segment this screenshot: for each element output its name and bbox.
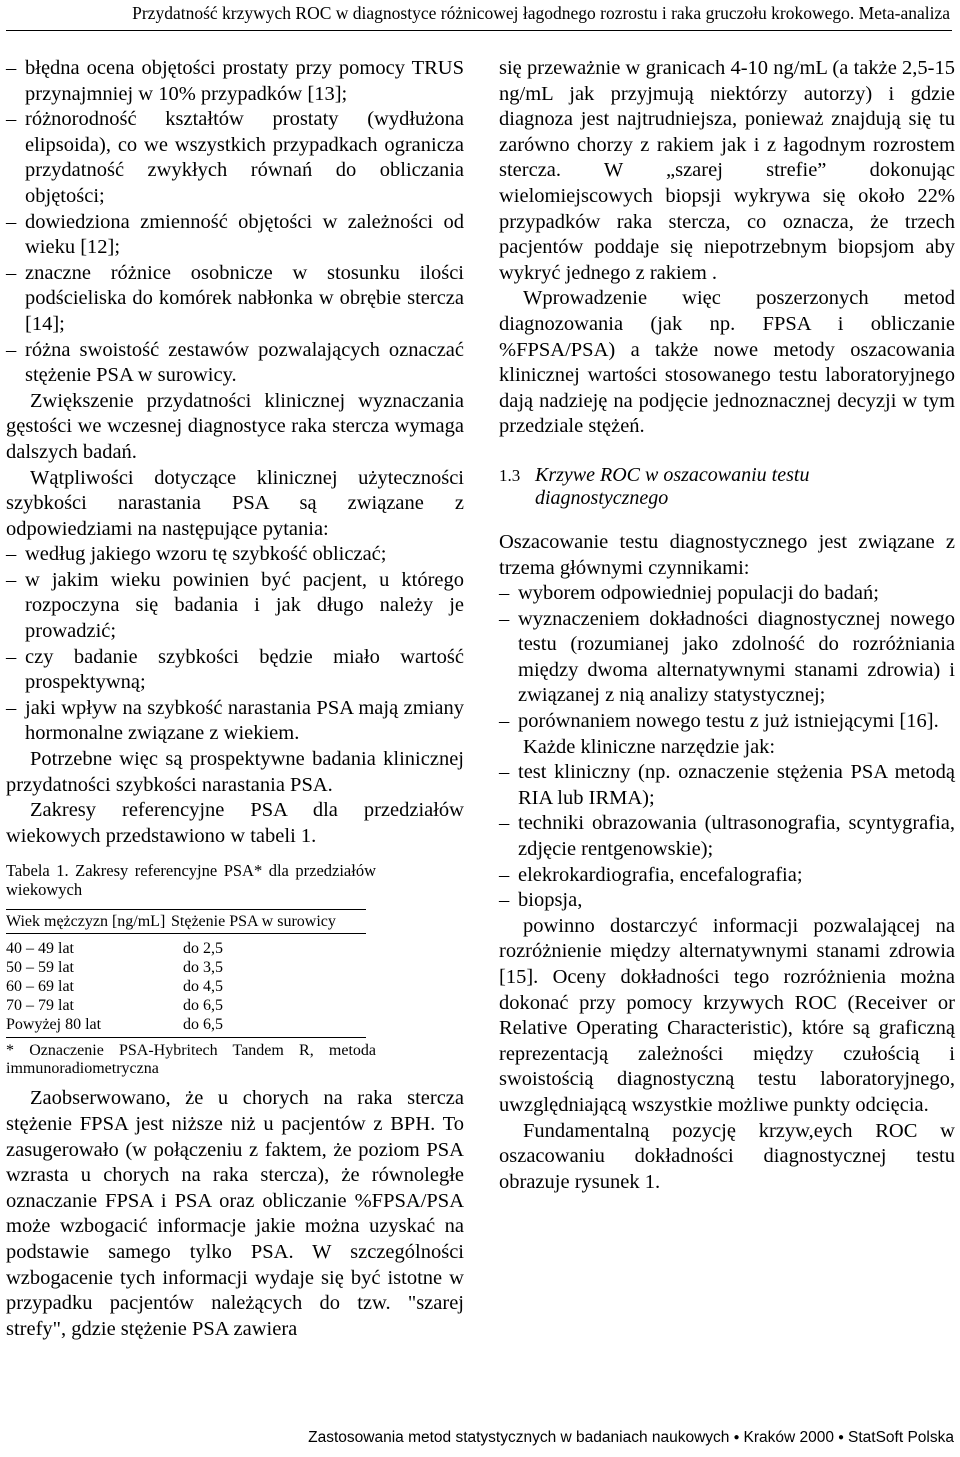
list-item: – znaczne różnice osobnicze w stosunku ilości podścieliska do komórek nabłonka w obrębie stercza [14];	[6, 261, 464, 338]
psa-cell: do 3,5	[183, 959, 223, 977]
psa-cell: do 2,5	[183, 940, 223, 958]
table-row	[6, 958, 366, 977]
paragraph: Wątpliwości dotyczące klinicznej użyteczności szybkości narastania PSA są związane z odpowiedziami na następujące pytania:	[6, 466, 464, 540]
section-number: 1.3	[499, 465, 521, 485]
table-row	[6, 977, 366, 996]
paragraph: Zaobserwowano, że u chorych na raka stercza stężenie FPSA jest niższe niż u pacjentów z BPH. To zasugerowało (w połączeniu z faktem, że poziom PSA wzrasta u chorych na raka stercza), że równoległe oznaczanie FPSA i PSA oraz obliczanie %FPSA/PSA może wzbogacić informacje jakie można uzyskać na podstawie samego tylko PSA. W szczególności wzbogacenie tych informacji wydaje się być istotne w przypadku pacjentów należących do tzw. "szarej strefy", gdzie stężenie PSA zawiera	[6, 1087, 464, 1340]
list-item: – błędna ocena objętości prostaty przy pomocy TRUS przynajmniej w 10% przypadków [13];	[6, 56, 464, 107]
list-item: – biopsja,	[499, 888, 955, 914]
psa-cell: do 4,5	[183, 978, 223, 996]
age-cell: Powyżej 80 lat	[6, 1015, 171, 1038]
list-item: – jaki wpływ na szybkość narastania PSA mają zmiany hormonalne związane z wiekiem.	[6, 696, 464, 747]
age-cell: 40 – 49 lat	[6, 940, 74, 958]
age-cell: 50 – 59 lat	[6, 959, 74, 977]
list-item: – różna swoistość zestawów pozwalających oznaczać stężenie PSA w surowicy.	[6, 338, 464, 389]
list-item: – według jakiego wzoru tę szybkość obliczać;	[6, 542, 464, 568]
running-header: Przydatność krzywych ROC w diagnostyce różnicowej łagodnego rozrostu i raka gruczołu krokowego. Meta-analiza	[132, 3, 950, 23]
paragraph: Wprowadzenie więc poszerzonych metod diagnozowania (jak np. FPSA i obliczanie %FPSA/PSA) a także nowe metody oszacowania klinicznej wartości stosowanego testu laboratoryjnego dają nadzieję na podjęcie jednoznacznej decyzji w tym przedziale stężeń.	[499, 287, 955, 438]
tools-list	[499, 760, 955, 914]
list-item: – wyborem odpowiedniej populacji do badań;	[499, 581, 955, 607]
psa-cell: do 6,5	[183, 997, 223, 1015]
footer-conference: Zastosowania metod statystycznych w badaniach naukowych	[308, 1429, 730, 1446]
list-item: – różnorodność kształtów prostaty (wydłużona elipsoida), co we wszystkich przypadkach ogranicza przydatność zwykłych równań do obliczania objętości;	[6, 107, 464, 209]
table-caption: Tabela 1. Zakresy referencyjne PSA* dla przedziałów wiekowych	[6, 861, 376, 900]
column-header: Wiek mężczyzn [ng/mL]	[6, 910, 171, 934]
table-row	[6, 934, 366, 959]
paragraph: Oszacowanie testu diagnostycznego jest związane z trzema głównymi czynnikami:	[499, 530, 955, 579]
paragraph: Zakresy referencyjne PSA dla przedziałów wiekowych przedstawiono w tabeli 1.	[6, 799, 464, 847]
list-item: – elekrokardiografia, encefalografia;	[499, 863, 955, 889]
reference-table	[6, 909, 366, 1038]
list-item: – czy badanie szybkości będzie miało wartość prospektywną;	[6, 645, 464, 696]
bullet-icon: ●	[837, 1432, 845, 1443]
paragraph: Potrzebne więc są prospektywne badania klinicznej przydatności szybkości narastania PSA.	[6, 748, 464, 796]
issues-list	[6, 56, 464, 389]
section-title: Krzywe ROC w oszacowaniu testu diagnostycznego	[535, 463, 810, 509]
right-column	[499, 56, 955, 1195]
bullet-icon: ●	[733, 1432, 740, 1443]
questions-list	[6, 542, 464, 747]
page-footer	[308, 1429, 954, 1447]
paragraph: powinno dostarczyć informacji pozwalającej na rozróżnienie między alternatywnymi stanami zdrowia [15]. Oceny dokładności tego rozróżnienia można dokonać przy pomocy krzywych ROC (Receiver or Relative Operating Characteristic), które są graficzną reprezentacją zależności między czułością i swoistością diagnostyczną testu laboratoryjnego, uwzględniającą wszystkie możliwe punkty odcięcia.	[499, 914, 955, 1116]
paragraph: Każde kliniczne narzędzie jak:	[523, 735, 776, 758]
list-item: – techniki obrazowania (ultrasonografia, scyntygrafia, zdjęcie rentgenowskie);	[499, 811, 955, 862]
psa-cell: do 6,5	[171, 1015, 366, 1038]
table-header-row	[6, 910, 366, 934]
header-rule	[6, 30, 952, 31]
list-item: – w jakim wieku powinien być pacjent, u którego rozpoczyna się badania i jak długo należy je prowadzić;	[6, 568, 464, 645]
table-row	[6, 996, 366, 1015]
table-row	[6, 1015, 366, 1038]
factors-list	[499, 581, 955, 735]
section-heading	[499, 464, 955, 510]
list-item: – dowiedziona zmienność objętości w zależności od wieku [12];	[6, 210, 464, 261]
table-footnote: * Oznaczenie PSA-Hybritech Tandem R, metoda immunoradiometryczna	[6, 1042, 376, 1078]
left-column	[6, 56, 464, 1342]
paragraph: Fundamentalną pozycję krzyw,eych ROC w oszacowaniu dokładności diagnostycznej testu obrazuje rysunek 1.	[499, 1119, 955, 1193]
paragraph: się przeważnie w granicach 4-10 ng/mL (a także 2,5-15 ng/mL jak przyjmują niektórzy autorzy) i gdzie diagnoza jest najtrudniejsza, ponieważ znajdują się tu zarówno chorzy z rakiem jak i z łagodnym rozrostem stercza. W „szarej strefie” dokonując wielomiejscowych biopsji wykrywa się około 22% przypadków raka stercza, co oznacza, że trzech pacjentów poddaje się niepotrzebnym biopsjom aby wykryć jednego z rakiem .	[499, 57, 955, 284]
age-cell: 70 – 79 lat	[6, 997, 74, 1015]
age-cell: 60 – 69 lat	[6, 978, 74, 996]
footer-location: Kraków 2000	[743, 1429, 834, 1446]
paragraph: Zwiększenie przydatności klinicznej wyznaczania gęstości we wczesnej diagnostyce raka stercza wymaga dalszych badań.	[6, 389, 464, 463]
list-item: – wyznaczeniem dokładności diagnostycznej nowego testu (rozumianej jako zdolność do rozróżniania między dwoma alternatywnymi stanami zdrowia) i związanej z nią analizy statystycznej;	[499, 607, 955, 709]
column-header: Stężenie PSA w surowicy	[171, 910, 366, 934]
list-item: – test kliniczny (np. oznaczenie stężenia PSA metodą RIA lub IRMA);	[499, 760, 955, 811]
list-item: – porównaniem nowego testu z już istniejącymi [16].	[499, 709, 955, 735]
footer-publisher: StatSoft Polska	[848, 1429, 954, 1446]
